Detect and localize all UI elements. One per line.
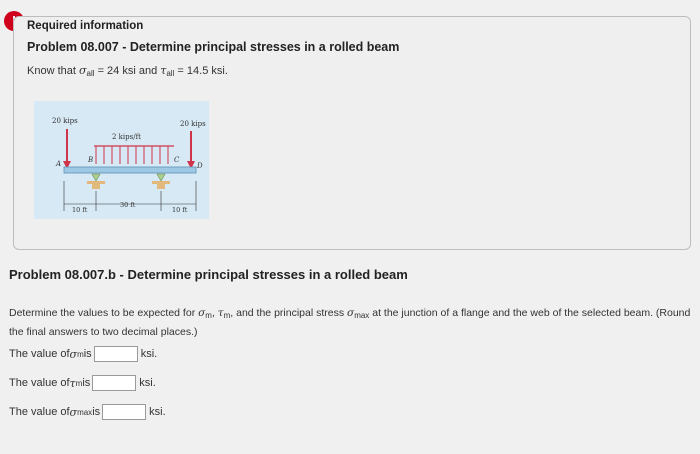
answer-suffix: is (92, 406, 101, 418)
load-left-label: 20 kips (52, 117, 78, 125)
point-d-label: D (197, 162, 203, 170)
tau-subscript: all (166, 69, 175, 78)
part-b-instructions (9, 305, 694, 340)
answer-suffix: is (82, 377, 91, 389)
instr-sigma-max: σ (347, 307, 355, 319)
answer-unit: ksi. (139, 377, 156, 389)
point-b-label: B (88, 156, 94, 164)
answer-prefix: The value of (9, 377, 70, 389)
answer-prefix: The value of (9, 406, 70, 418)
beam (64, 167, 196, 173)
instr-text-2: , and the principal stress (230, 307, 348, 319)
point-a-label: A (56, 160, 62, 168)
answer-prefix: The value of (9, 348, 70, 360)
load-right-label: 20 kips (180, 120, 206, 128)
required-info-heading: Required information (27, 20, 144, 32)
point-load-arrow-right (187, 131, 195, 169)
answer-symbol: σ (69, 347, 78, 361)
tau-symbol: τ (160, 64, 167, 77)
dim-mid-label: 30 ft (120, 201, 136, 209)
pin-support (87, 174, 105, 189)
dim-right-label: 10 ft (172, 206, 188, 214)
instr-sigma-m-sub: m (205, 311, 212, 320)
sigma-m-input[interactable] (94, 346, 138, 362)
answer-row-tau-m (9, 375, 156, 391)
known-values (27, 64, 228, 78)
point-load-arrow-left (63, 129, 71, 169)
dim-left-label: 10 ft (72, 206, 88, 214)
tau-m-input[interactable] (92, 375, 136, 391)
sigma-symbol: σ (78, 64, 87, 77)
problem-title: Problem 08.007 - Determine principal stresses in a rolled beam (27, 40, 400, 54)
answer-row-sigma-max (9, 404, 166, 420)
sigma-all-value: = 24 ksi and (94, 65, 161, 77)
answer-subscript: m (77, 349, 84, 359)
instr-sigma-m: σ (198, 307, 206, 319)
answer-subscript: max (77, 407, 93, 417)
answer-suffix: is (83, 348, 92, 360)
sigma-subscript: all (86, 69, 95, 78)
distributed-load-label: 2 kips/ft (112, 133, 141, 141)
answer-unit: ksi. (149, 406, 166, 418)
beam-diagram (34, 101, 209, 219)
instr-text-3: at the junction of a flange and the web of the selected beam. (Round the final answers to two decimal places.) (9, 307, 691, 338)
roller-support (152, 174, 170, 189)
point-c-label: C (174, 156, 180, 164)
tau-all-value: = 14.5 ksi. (174, 65, 228, 77)
known-prefix: Know that (27, 65, 79, 77)
instr-tau-m: τ (217, 307, 224, 319)
answer-row-sigma-m (9, 346, 157, 362)
sigma-max-input[interactable] (102, 404, 146, 420)
distributed-load-arrows (94, 146, 174, 164)
instr-text-1: Determine the values to be expected for (9, 307, 199, 319)
beam-diagram-svg (34, 101, 209, 219)
answer-symbol: τ (69, 376, 76, 390)
instr-tau-m-sub: m (223, 311, 231, 320)
instr-sep: , (211, 307, 218, 319)
answer-subscript: m (75, 378, 83, 388)
answer-unit: ksi. (140, 348, 158, 360)
answer-symbol: σ (69, 405, 78, 419)
instr-sigma-max-sub: max (354, 311, 370, 320)
part-b-title: Problem 08.007.b - Determine principal stresses in a rolled beam (9, 267, 408, 282)
